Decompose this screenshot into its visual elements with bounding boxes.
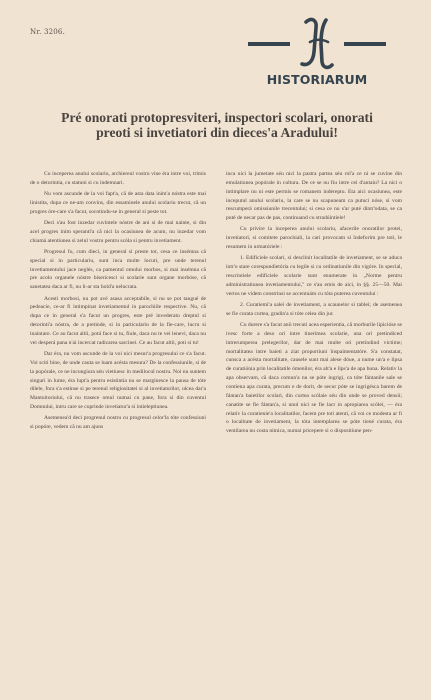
paragraph: 2. Curatiemi'a salei de invetiament, a scaunelor si tablei; de asemenea se fie curata curtea, gradin'a si tóte celea din jur. [226,301,402,317]
logo-bar-right [344,42,386,46]
historiarum-logo [248,14,386,94]
paragraph: Progresul fu, cum dieci, in general si preste tot, cesa ce insémna că special si in particulariu, sunt inca multe locuri, pre unde terenul invetiamentului jace neglés, ca pamentul omului morbos, si mai insémna că pre acolo organele nóstre bisericesci si scolarie sunt organe morbóse, că sanetatea daca ar fi, nu li-ar sta hold'a nelucrata. [30,248,206,291]
paragraph: Cu inceperea anului scolariu, archiereul vostru vine éra intre voi, trimis de o detorintia, cu statuni si cu indemnari. [30,171,206,186]
logo-bar-left [248,42,290,46]
document-number: Nr. 3206. [30,28,65,36]
left-column [30,170,206,432]
logo-text: HISTORIARUM [266,72,368,87]
paragraph: Cu privire la inceperea anului scolariu, afacerile onoratilor protei, invetiatori, si comitete parochiali, la cari provocam si îndeforim pre toti, le resumem in urmatóriele : [226,226,402,251]
document-title [28,110,406,140]
paragraph: Dar éra, nu vom ascunde de la voi nici mesur'a progresului ce s'a facut. Voi sciti bine, de unde cauta se luam acésta mesura? De la confessiunile, si de la popórale, ce ne incungiura séu vietiuesc in medilocul nostru. Noi nu suntem singuri in lume, éra lupt'a pentru esistintia nu se marginesce la pausa de tóte dilele, fora s'a estinse si pe terenul religiositatei si al invetiaturilor, ulcea dar'a Mantuitoriului, că nu trasece omul numai cu pane, fora si din cuventul Domnului, intru care se cuprinde invetiatur'a si intieleptiunea. [30,350,206,411]
logo-h-monogram-icon [292,14,342,72]
title-line-1: Pré onorati protopresviteri, inspectori scolari, onorati [61,110,373,125]
paragraph: Acesti morbosi, nu pot avé asasa acceptabile, si nu se pot tangué de pedeacie, ce-ar fi intimpinat invetiamentul in parochiile respective. Nu, că dupa ce in general s'a facut un progres, este pré invederatu dreptul si detorinti'a nóstra, de a pretinde, si in particulariu de la fie-care, lucru si inaintare. Ce au facut altii, potú face si tu, fiule, daca nu te vei lenevi, daca nu vei desperá pana n'ai incercat radicarea sarcinei. Ce au facut altii, poti si tu! [30,295,206,346]
paragraph: Deci s'au fost inzedar cuvintele nóstre de ani si de mai nainte, si din acel progres inim sperantí'a că nici la ocasiunea de acum, nu inzedar vom chiamá atentiunea si zelul vostru pentru scóla si pentru invetiament. [30,220,206,244]
title-line-2: preoti si invetiatori din dieces'a Aradului! [96,125,338,140]
paragraph: Nu vom ascunde de la voi fapt'a, că de asta data inim'a nóstra este mai linistita, dupa ce ne-am convins, din essaminele anului scolariu trecut, că un progres óre-care s'a facut, socotindu-se in general si peste tot. [30,191,206,215]
paragraph: inca nici la jumetate séu nici la pastra partea séu rol'a ce ni se cuvine din emulatiunea popórale in cultura. De ce se nu fiu intre cei d'antaiu? La nici o intimplare nu ni este permis se romanem indereptu. Eta aici ocasiunea, este inceputul anului scolariu, la care se nu scapuneam ca putuci nóse, si vom rescumperá omissiunile trecentului; si cesa ce nu s'ar puté dintr'odata, se ca puté de necar pas de pas, continuand cu stradúintiele! [226,171,402,222]
paragraph: Cu durere s'a facut anii trecuti acea esperientia, că morburile lipicióse se ivesc forte a deso ori intre tinerimea scolarie, una ori pretindiced intrerumperea prelegerilor, dar de mai multe ori pretindind victime; mortalitatea intre baieti a ziat proportiuni înspaimentatóre. S'a constatat, cunsca a acésta mortalitate, causele sunt mai alese dóue, a nume un'a e lipsa de curatiónia prin localitatile ómenilor, éra alt'a e lips'a de apa buna. Relativ la apa observam, că daca comun'a nu se póte ingrigi, ca tóte fántanile sale se contiena apa curata, precum e de dorit, de secur póte se ingrigésca barem de fántan'a baietilor scolari, din curtea scólaie séu din unde se proved densii; canatite se fie fántan'a, si unul nici se fie lacr in apropiarea scólei, — éra relativ la curatienie'a localitatilor, facem pre toti atenti, că voi ce modesta ar fi o localitate de invetiament, la tóta intemplarea se póte tiené curata, éra ventilarea nu costa nimica, numai pricepere si o dispositiune pen- [226,322,402,435]
paragraph: 1. Edificiele scolari, si desclinit localitatile de invetiament, se se aduca intr'o stare corespundietória cu legile si cu ordinatiunile din vigóre. In special, rescrintiele edificiele scolarie sunt enumerate in „Norme pentru administratiunea invetiamentului," ce s'au emis de aici, in §§. 25—50. Mai vertos ne videm constrinsi se accentuám cu tóta puterea cuventului : [226,255,402,297]
right-column [226,170,402,436]
paragraph: Asemenea'd deci progrenul nostru cu progresul celor'la tóte confessiuni si popóre, vedem că nu am ajuns [30,415,206,431]
